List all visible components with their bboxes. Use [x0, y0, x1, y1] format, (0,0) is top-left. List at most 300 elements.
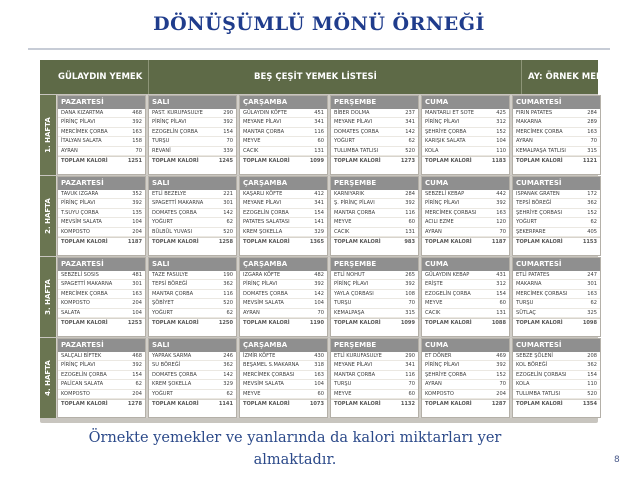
dish-name: PİRİNÇ PİLAVI [425, 362, 460, 369]
day-column [239, 95, 328, 175]
dish-name: KOLA [516, 381, 530, 388]
dish-calories: 392 [405, 281, 415, 288]
dish-calories: 247 [587, 272, 597, 278]
menu-item-row [422, 190, 509, 199]
total-label: TOPLAM KALORİ [61, 400, 108, 407]
menu-item-row [331, 371, 418, 380]
dish-name: MERCİMEK ÇORBASI [243, 371, 295, 378]
dish-calories: 70 [135, 147, 142, 154]
dish-name: SPAGETTİ MAKARNA [61, 281, 113, 288]
dish-name: YOĞURT [152, 390, 173, 397]
dish-name: SEBZELİ SOSIS [61, 272, 99, 278]
dish-name: ETLİ BEZELYE [152, 191, 187, 197]
dish-calories: 152 [496, 128, 506, 135]
menu-item-row [513, 390, 600, 399]
menu-item-row [149, 228, 236, 237]
dish-name: ŞEHRİYE ÇORBA [425, 128, 467, 135]
total-label: TOPLAM KALORİ [61, 319, 108, 326]
dish-name: SU BÖREĞİ [152, 362, 181, 369]
dish-name: AYRAN [516, 138, 533, 145]
dish-name: KOMPOSTO [61, 228, 90, 235]
dish-name: CACIK [425, 309, 441, 316]
caption-text [40, 427, 550, 471]
dish-calories: 290 [223, 110, 233, 116]
menu-item-row [58, 199, 145, 208]
week-label [40, 176, 56, 256]
total-value: 1250 [218, 319, 233, 326]
day-name: SALI [149, 177, 236, 190]
dish-calories: 154 [496, 290, 506, 297]
menu-item-row [58, 380, 145, 389]
menu-item-row [422, 199, 509, 208]
menu-item-row [149, 390, 236, 399]
menu-item-row [58, 390, 145, 399]
dish-name: MERCİMEK ÇORBASI [425, 209, 477, 216]
menu-item-row [58, 309, 145, 318]
dish-name: GÜLAYDIN KÖFTE [243, 110, 287, 116]
total-calories-row [422, 318, 509, 327]
dish-name: MAKARNA [516, 281, 542, 288]
menu-item-row [422, 390, 509, 399]
dish-calories: 284 [587, 110, 597, 116]
total-value: 983 [404, 238, 415, 245]
dish-calories: 341 [314, 200, 324, 207]
total-calories-row [58, 156, 145, 165]
total-label: TOPLAM KALORİ [516, 157, 563, 164]
day-column [512, 338, 601, 418]
dish-calories: 204 [496, 390, 506, 397]
dish-name: CACIK [243, 147, 259, 154]
dish-calories: 312 [496, 119, 506, 126]
menu-item-row [149, 280, 236, 289]
menu-item-row [149, 199, 236, 208]
menu-item-row [422, 218, 509, 227]
dish-name: MANTAR ÇORBA [334, 209, 376, 216]
dish-calories: 104 [496, 138, 506, 145]
menu-item-row [331, 390, 418, 399]
dish-name: MEYVE [334, 390, 352, 397]
day-name: PERŞEMBE [331, 177, 418, 190]
dish-calories: 430 [314, 353, 324, 359]
dish-calories: 62 [590, 300, 597, 307]
menu-item-row [58, 271, 145, 280]
dish-name: CACIK [334, 228, 350, 235]
menu-item-row [422, 380, 509, 389]
week-label-text: 2. HAFTA [44, 198, 52, 234]
day-name: ÇARŞAMBA [240, 258, 327, 271]
caption-line-1: Örnekte yemekler ve yanlarında da kalori miktarları yer [88, 430, 502, 446]
day-column [512, 257, 601, 337]
dish-calories: 70 [226, 138, 233, 145]
menu-item-row [422, 280, 509, 289]
dish-name: FIRIN PATATES [516, 110, 553, 116]
dish-calories: 152 [587, 209, 597, 216]
dish-name: ŞEKERPARE [516, 228, 546, 235]
dish-name: IZGARA KÖFTE [243, 272, 281, 278]
dish-name: KREM ŞOKELLA [152, 381, 192, 388]
dish-name: KEMALPAŞA TATLISI [516, 147, 566, 154]
dish-name: ETLİ PATATES [516, 272, 550, 278]
menu-item-row [513, 209, 600, 218]
dish-calories: 392 [223, 119, 233, 126]
day-name: ÇARŞAMBA [240, 177, 327, 190]
dish-name: AYRAN [425, 381, 442, 388]
dish-name: MANTARLI ET SOTE [425, 110, 474, 116]
dish-calories: 163 [587, 128, 597, 135]
day-column [57, 338, 146, 418]
dish-calories: 362 [587, 200, 597, 207]
dish-name: BİBER DOLMA [334, 110, 370, 116]
menu-item-row [240, 137, 327, 146]
dish-calories: 318 [314, 362, 324, 369]
dish-name: KOL BÖREĞİ [516, 362, 548, 369]
day-name: CUMARTESİ [513, 339, 600, 352]
total-calories-row [58, 318, 145, 327]
dish-name: KAŞARLI KÖFTE [243, 191, 283, 197]
menu-item-row [331, 309, 418, 318]
total-label: TOPLAM KALORİ [516, 319, 563, 326]
total-value: 1258 [218, 238, 233, 245]
menu-item-row [149, 190, 236, 199]
dish-calories: 62 [590, 219, 597, 226]
menu-item-row [331, 137, 418, 146]
menu-item-row [149, 209, 236, 218]
total-label: TOPLAM KALORİ [425, 400, 472, 407]
day-name: PAZARTESİ [58, 258, 145, 271]
dish-name: PATATES SALATASI [243, 219, 290, 226]
menu-company-name: GÜLAYDIN YEMEK [58, 72, 143, 82]
menu-item-row [58, 118, 145, 127]
dish-name: DANA KIZARTMA [61, 110, 104, 116]
day-name: PERŞEMBE [331, 339, 418, 352]
title-divider [28, 48, 610, 50]
menu-item-row [240, 147, 327, 156]
menu-item-row [422, 290, 509, 299]
dish-name: EZOGELİN ÇORBA [152, 128, 198, 135]
menu-item-row [58, 218, 145, 227]
total-value: 1183 [491, 157, 506, 164]
dish-calories: 70 [408, 300, 415, 307]
day-column [239, 257, 328, 337]
dish-calories: 265 [405, 272, 415, 278]
dish-calories: 116 [314, 128, 324, 135]
day-column [421, 257, 510, 337]
dish-calories: 131 [496, 309, 506, 316]
dish-calories: 70 [317, 309, 324, 316]
dish-name: TAVUK IZGARA [61, 191, 99, 197]
week-label-text: 4. HAFTA [44, 360, 52, 396]
dish-name: KARNIYARIK [334, 191, 365, 197]
dish-name: BEŞAMEL S.MAKARNA [243, 362, 299, 369]
dish-name: ETLİ NOHUT [334, 272, 365, 278]
menu-item-row [513, 309, 600, 318]
dish-name: AYRAN [61, 147, 78, 154]
dish-name: MEYANE PİLAVI [243, 119, 282, 126]
dish-name: TURŞU [334, 300, 352, 307]
menu-item-row [240, 209, 327, 218]
menu-item-row [240, 390, 327, 399]
week-label-text: 1. HAFTA [44, 117, 52, 153]
total-calories-row [58, 237, 145, 246]
day-column [239, 176, 328, 256]
day-name: PAZARTESİ [58, 177, 145, 190]
total-calories-row [331, 318, 418, 327]
menu-item-row [331, 280, 418, 289]
dish-name: TAZE FASULYE [152, 272, 188, 278]
total-calories-row [240, 399, 327, 408]
dish-calories: 301 [587, 281, 597, 288]
menu-item-row [422, 228, 509, 237]
total-value: 1099 [400, 319, 415, 326]
menu-item-row [240, 371, 327, 380]
menu-item-row [149, 361, 236, 370]
total-label: TOPLAM KALORİ [152, 319, 199, 326]
dish-calories: 405 [587, 228, 597, 235]
total-value: 1273 [400, 157, 415, 164]
total-label: TOPLAM KALORİ [243, 400, 290, 407]
menu-item-row [240, 309, 327, 318]
dish-calories: 70 [499, 381, 506, 388]
total-calories-row [513, 318, 600, 327]
dish-calories: 289 [587, 119, 597, 126]
day-column [512, 176, 601, 256]
dish-calories: 425 [496, 110, 506, 116]
total-value: 1099 [309, 157, 324, 164]
day-column [148, 95, 237, 175]
dish-calories: 104 [132, 219, 142, 226]
dish-calories: 110 [587, 381, 597, 388]
dish-name: MEYVE [243, 138, 261, 145]
total-calories-row [240, 318, 327, 327]
dish-calories: 163 [132, 128, 142, 135]
dish-calories: 163 [587, 290, 597, 297]
dish-calories: 142 [314, 290, 324, 297]
dish-calories: 158 [132, 138, 142, 145]
menu-list-title: BEŞ ÇEŞİT YEMEK LİSTESİ [148, 60, 522, 94]
menu-item-row [422, 118, 509, 127]
total-value: 1141 [218, 400, 233, 407]
dish-name: YOĞURT [152, 309, 173, 316]
menu-item-row [331, 352, 418, 361]
menu-item-row [149, 371, 236, 380]
menu-item-row [58, 147, 145, 156]
menu-item-row [513, 228, 600, 237]
day-name: CUMARTESİ [513, 96, 600, 109]
total-label: TOPLAM KALORİ [425, 157, 472, 164]
menu-item-row [331, 199, 418, 208]
dish-calories: 142 [405, 128, 415, 135]
menu-item-row [513, 190, 600, 199]
total-calories-row [331, 399, 418, 408]
dish-calories: 341 [405, 362, 415, 369]
total-label: TOPLAM KALORİ [516, 400, 563, 407]
dish-calories: 204 [132, 390, 142, 397]
dish-name: PİRİNÇ PİLAVI [334, 281, 369, 288]
dish-calories: 341 [405, 119, 415, 126]
day-column [330, 176, 419, 256]
day-column [148, 338, 237, 418]
total-calories-row [513, 156, 600, 165]
dish-calories: 163 [496, 209, 506, 216]
menu-item-row [513, 137, 600, 146]
dish-calories: 154 [132, 371, 142, 378]
dish-calories: 341 [314, 119, 324, 126]
dish-name: ŞEHRİYE ÇORBASI [516, 209, 563, 216]
menu-item-row [240, 380, 327, 389]
menu-item-row [240, 118, 327, 127]
day-name: CUMARTESİ [513, 258, 600, 271]
total-calories-row [240, 156, 327, 165]
dish-name: MEVSİM SALATA [243, 300, 284, 307]
dish-name: EZOGELİN ÇORBA [425, 290, 471, 297]
menu-month-label: AY: ÖRNEK MENÜ [528, 72, 611, 82]
dish-calories: 60 [408, 219, 415, 226]
dish-calories: 60 [499, 300, 506, 307]
dish-calories: 362 [587, 362, 597, 369]
day-column [57, 257, 146, 337]
dish-calories: 131 [314, 147, 324, 154]
total-calories-row [513, 399, 600, 408]
dish-calories: 120 [496, 219, 506, 226]
dish-calories: 141 [314, 219, 324, 226]
dish-name: KOMPOSTO [425, 390, 454, 397]
day-column [330, 338, 419, 418]
dish-name: PİRİNÇ PİLAVI [61, 200, 96, 207]
dish-name: KOMPOSTO [61, 390, 90, 397]
menu-item-row [240, 271, 327, 280]
dish-calories: 468 [132, 353, 142, 359]
dish-calories: 301 [132, 281, 142, 288]
menu-item-row [58, 190, 145, 199]
week-block [40, 338, 598, 418]
dish-name: T.SUYU ÇORBA [61, 209, 99, 216]
menu-item-row [58, 228, 145, 237]
dish-name: TEPSİ BÖREĞİ [516, 200, 552, 207]
dish-name: MEYANE PİLAVI [243, 200, 282, 207]
dish-calories: 520 [587, 390, 597, 397]
dish-calories: 116 [223, 290, 233, 297]
slide-title: DÖNÜŞÜMLÜ MÖNÜ ÖRNEĞİ [153, 13, 485, 35]
menu-item-row [422, 309, 509, 318]
dish-calories: 116 [405, 209, 415, 216]
day-column [512, 95, 601, 175]
menu-item-row [149, 309, 236, 318]
dish-name: MANTAR ÇORBA [152, 290, 194, 297]
menu-item-row [422, 147, 509, 156]
menu-item-row [331, 128, 418, 137]
dish-calories: 154 [587, 371, 597, 378]
day-column [57, 95, 146, 175]
dish-name: KOLA [425, 147, 439, 154]
dish-calories: 392 [132, 200, 142, 207]
dish-calories: 442 [496, 191, 506, 197]
dish-name: YAPRAK SARMA [152, 353, 192, 359]
total-calories-row [240, 237, 327, 246]
dish-name: MAKARNA [516, 119, 542, 126]
dish-name: BÜLBÜL YUVASI [152, 228, 192, 235]
dish-name: MEVSİM SALATA [243, 381, 284, 388]
total-label: TOPLAM KALORİ [516, 238, 563, 245]
dish-name: PİRİNÇ PİLAVI [61, 362, 96, 369]
menu-item-row [513, 371, 600, 380]
dish-name: AYRAN [243, 309, 260, 316]
dish-calories: 190 [223, 272, 233, 278]
dish-calories: 520 [223, 300, 233, 307]
dish-name: MERCİMEK ÇORBA [61, 290, 108, 297]
menu-item-row [331, 218, 418, 227]
menu-item-row [513, 199, 600, 208]
dish-name: ŞEHRİYE ÇORBA [425, 371, 467, 378]
dish-calories: 362 [223, 362, 233, 369]
dish-calories: 315 [587, 147, 597, 154]
menu-item-row [240, 290, 327, 299]
dish-calories: 482 [314, 272, 324, 278]
dish-name: SPAGETTİ MAKARNA [152, 200, 204, 207]
dish-calories: 108 [405, 290, 415, 297]
menu-item-row [58, 290, 145, 299]
dish-name: TULUMBA TATLISI [334, 147, 379, 154]
dish-calories: 412 [314, 191, 324, 197]
total-label: TOPLAM KALORİ [152, 157, 199, 164]
total-value: 1132 [400, 400, 415, 407]
menu-item-row [240, 299, 327, 308]
menu-item-row [240, 280, 327, 289]
dish-calories: 60 [317, 390, 324, 397]
dish-calories: 62 [226, 309, 233, 316]
dish-calories: 392 [132, 362, 142, 369]
total-calories-row [513, 237, 600, 246]
day-name: CUMA [422, 177, 509, 190]
dish-name: SEBZELİ KEBAP [425, 191, 465, 197]
dish-calories: 392 [405, 200, 415, 207]
dish-name: MEVSİM SALATA [61, 219, 102, 226]
dish-calories: 481 [132, 272, 142, 278]
menu-item-row [331, 299, 418, 308]
menu-item-row [240, 190, 327, 199]
menu-item-row [513, 218, 600, 227]
dish-calories: 62 [135, 381, 142, 388]
total-calories-row [331, 156, 418, 165]
day-column [421, 338, 510, 418]
total-label: TOPLAM KALORİ [152, 400, 199, 407]
dish-calories: 237 [405, 110, 415, 116]
day-column [421, 95, 510, 175]
menu-item-row [331, 361, 418, 370]
dish-calories: 154 [314, 209, 324, 216]
total-value: 1287 [491, 400, 506, 407]
menu-item-row [422, 209, 509, 218]
menu-item-row [58, 109, 145, 118]
dish-calories: 339 [223, 147, 233, 154]
dish-calories: 60 [408, 390, 415, 397]
dish-calories: 70 [590, 138, 597, 145]
caption-line-2: almaktadır. [253, 452, 337, 468]
menu-item-row [58, 128, 145, 137]
day-column [57, 176, 146, 256]
day-name: PERŞEMBE [331, 258, 418, 271]
dish-name: DOMATES ÇORBA [152, 371, 197, 378]
menu-item-row [422, 271, 509, 280]
dish-name: MEYANE PİLAVI [334, 362, 373, 369]
menu-item-row [422, 299, 509, 308]
total-value: 1121 [582, 157, 597, 164]
dish-name: PALİCAN SALATA [61, 381, 104, 388]
total-label: TOPLAM KALORİ [334, 319, 381, 326]
menu-item-row [331, 118, 418, 127]
menu-item-row [422, 137, 509, 146]
menu-item-row [240, 361, 327, 370]
day-column [148, 257, 237, 337]
